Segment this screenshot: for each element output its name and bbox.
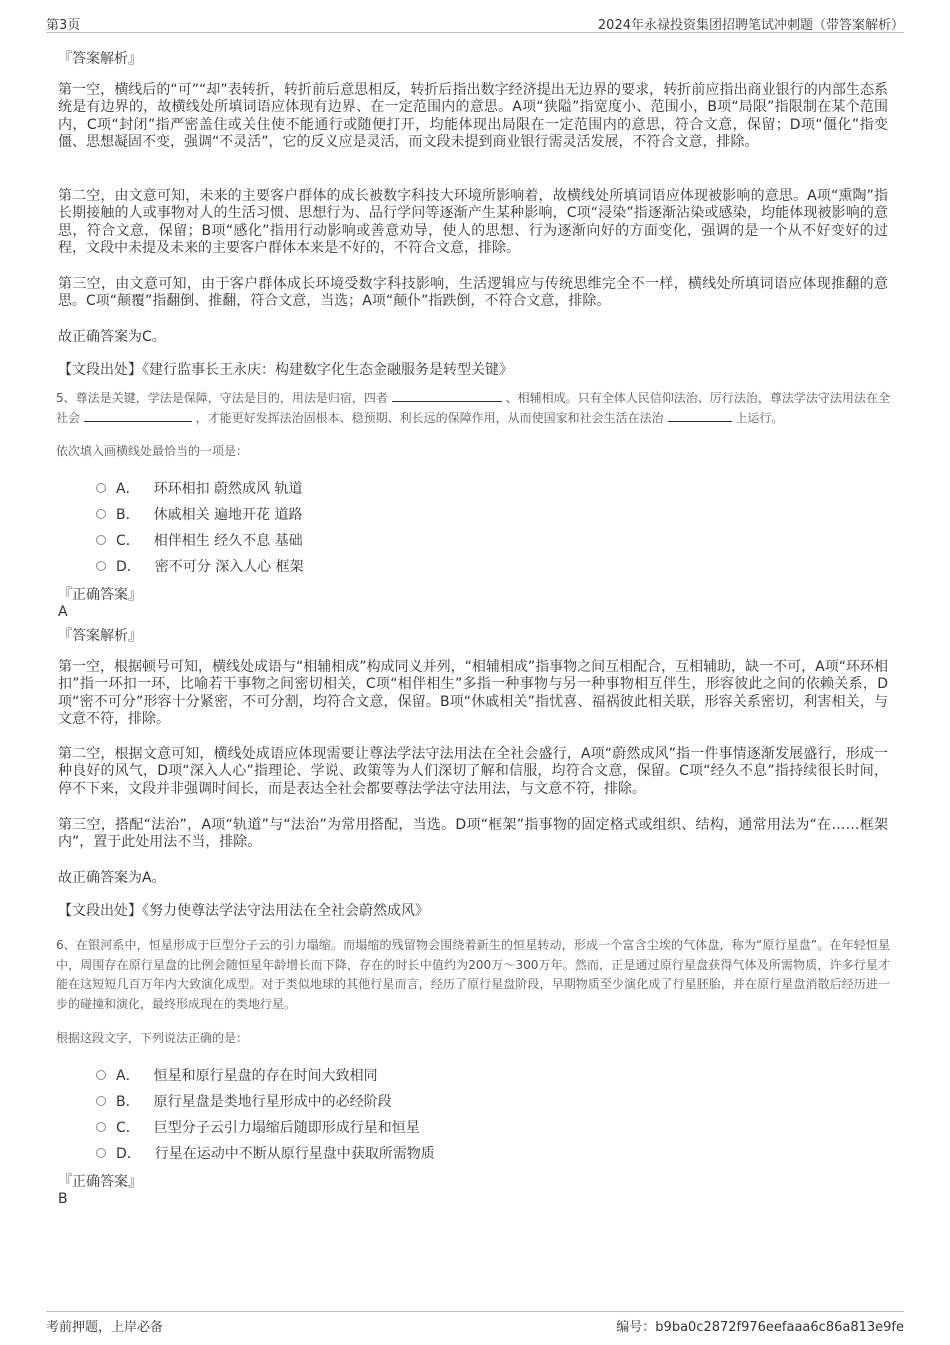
q6-option-d[interactable] — [96, 1140, 435, 1166]
q5-source: 【文段出处】《努力使尊法学法守法用法在全社会蔚然成风》 — [58, 903, 429, 919]
radio-icon[interactable] — [96, 509, 106, 519]
q5-option-b[interactable] — [96, 501, 304, 527]
radio-icon[interactable] — [96, 1070, 106, 1080]
option-letter: A． — [116, 1068, 140, 1084]
q5-analysis-p1: 第一空，根据顿号可知，横线处成语与“相辅相成”构成同义并列，“相辅相成”指事物之间互相配合，互相辅助，缺一不可，A项“环环相扣”指一环扣一环，比喻若干事物之间密切相关，C项“相伴相生”多指一种事物与另一种事物相互伴生，形容彼此之间的依赖关系，D项“密不可分”形容十分紧密，不可分割，均符合文意，保留。B项“休戚相关”指忧喜、福祸彼此相关联，形容关系密切，利害相关，与文意不符，排除。 — [58, 659, 888, 727]
option-text: 密不可分 深入人心 框架 — [154, 559, 304, 575]
option-text: 行星在运动中不断从原行星盘中获取所需物质 — [154, 1146, 435, 1162]
q5-correct-answer: A — [58, 604, 68, 620]
q5-blank-3 — [668, 409, 732, 422]
option-letter: D． — [116, 559, 141, 575]
option-text: 恒星和原行星盘的存在时间大致相同 — [153, 1068, 378, 1084]
q4-analysis-tag: 『答案解析』 — [58, 51, 142, 67]
radio-icon[interactable] — [96, 1096, 106, 1106]
option-letter: D． — [116, 1146, 141, 1162]
page-header — [46, 10, 904, 33]
q5-conclusion: 故正确答案为A。 — [58, 870, 166, 886]
radio-icon[interactable] — [96, 483, 106, 493]
page-footer — [46, 1311, 904, 1338]
q6-option-c[interactable] — [96, 1114, 435, 1140]
q5-prompt: 依次填入画横线处最恰当的一项是： — [56, 444, 249, 458]
option-text: 原行星盘是类地行星形成中的必经阶段 — [153, 1094, 392, 1110]
option-text: 相伴相生 经久不息 基础 — [153, 533, 303, 549]
q6-correct-answer: B — [58, 1191, 68, 1207]
q6-stem: 6、在银河系中，恒星形成于巨型分子云的引力塌缩。而塌缩的残留物会围绕着新生的恒星转动，形成一个富含尘埃的气体盘，称为“原行星盘”。在年轻恒星中，周围存在原行星盘的比例会随恒星年龄增长而下降，存在的时长中值约为200万～300万年。然而，正是通过原行星盘获得气体及所需物质，许多行星才能在这短短几百万年内大致演化成型。对于类似地球的其他行星而言，经历了原行星盘阶段，早期物质至少演化成了行星胚胎，并在原行星盘消散后经历进一步的碰撞和演化，最终形成现在的类地行星。 — [56, 938, 890, 1011]
q5-option-d[interactable] — [96, 553, 304, 579]
q6-option-b[interactable] — [96, 1088, 435, 1114]
option-letter: B． — [116, 507, 140, 523]
document-id: 编号：b9ba0c2872f976eefaaa6c86a813e9fe — [616, 1320, 904, 1335]
q5-options — [96, 475, 304, 579]
document-title: 2024年永禄投资集团招聘笔试冲刺题（带答案解析） — [597, 18, 904, 33]
q6-prompt: 根据这段文字，下列说法正确的是： — [56, 1031, 249, 1045]
q5-stem-part-a: 5、尊法是关键，学法是保障，守法是目的，用法是归宿，四者 — [56, 391, 388, 405]
radio-icon[interactable] — [96, 1148, 106, 1158]
radio-icon[interactable] — [96, 561, 106, 571]
option-text: 休戚相关 遍地开花 道路 — [153, 507, 303, 523]
q5-stem-part-d: 上运行。 — [735, 410, 784, 425]
option-text: 巨型分子云引力塌缩后随即形成行星和恒星 — [153, 1120, 420, 1136]
radio-icon[interactable] — [96, 1122, 106, 1132]
page-number: 第3页 — [46, 18, 81, 33]
option-letter: C． — [116, 533, 140, 549]
q6-option-a[interactable] — [96, 1062, 435, 1088]
q5-analysis-p3: 第三空，搭配“法治”，A项“轨道”与“法治”为常用搭配，当选。D项“框架”指事物的固定格式或组织、结构，通常用法为“在……框架内”，置于此处用法不当，排除。 — [58, 817, 888, 851]
q5-stem-part-b: 、相辅相成。只有全体人民信仰法治、厉行法治，尊法学法守法用法在全社会 — [56, 391, 890, 425]
option-letter: C． — [116, 1120, 140, 1136]
q4-source: 【文段出处】《建行监事长王永庆：构建数字化生态金融服务是转型关键》 — [58, 362, 513, 378]
q5-blank-2 — [84, 409, 192, 422]
q6-correct-tag: 『正确答案』 — [58, 1174, 142, 1190]
option-letter: A． — [116, 481, 140, 497]
q6-options — [96, 1062, 435, 1166]
q5-blank-1 — [392, 389, 502, 402]
q5-analysis-tag: 『答案解析』 — [58, 628, 142, 644]
q5-correct-tag: 『正确答案』 — [58, 587, 142, 603]
footer-slogan: 考前押题，上岸必备 — [46, 1320, 164, 1335]
q5-stem — [56, 389, 890, 428]
q4-analysis-p2: 第二空，由文意可知，未来的主要客户群体的成长被数字科技大环境所影响着，故横线处所填词语应体现被影响的意思。A项“熏陶”指长期接触的人或事物对人的生活习惯、思想行为、品行学问等逐渐产生某种影响，C项“浸染”指逐渐沾染或感染，均能体现被影响的意思，符合文意，保留；B项“感化”指用行动影响或善意劝导，使人的思想、行为逐渐向好的方面变化，强调的是一个从不好变好的过程，文段中未提及未来的主要客户群体本来是不好的，不符合文意，排除。 — [58, 188, 888, 256]
q4-conclusion: 故正确答案为C。 — [58, 329, 166, 345]
q4-analysis-p3: 第三空，由文意可知，由于客户群体成长环境受数字科技影响，生活逻辑应与传统思维完全不一样，横线处所填词语应体现推翻的意思。C项“颠覆”指翻倒、推翻，符合文意，当选；A项“颠仆”指跌倒，不符合文意，排除。 — [58, 276, 888, 310]
q4-analysis-p1: 第一空，横线后的“可”“却”表转折，转折前后意思相反，转折后指出数字经济提出无边界的要求，转折前应指出商业银行的内部生态系统是有边界的，故横线处所填词语应体现有边界、在一定范围内的意思。A项“狭隘”指宽度小、范围小，B项“局限”指限制在某个范围内，C项“封闭”指严密盖住或关住使不能通行或随便打开，均能体现出局限在一定范围内的意思，符合文意，保留；D项“僵化”指变僵、思想凝固不变，强调“不灵活”，它的反义应是灵活，而文段未提到商业银行需灵活发展，不符合文意，排除。 — [58, 82, 888, 150]
q5-option-c[interactable] — [96, 527, 304, 553]
radio-icon[interactable] — [96, 535, 106, 545]
q5-stem-part-c: ，才能更好发挥法治固根本、稳预期、利长远的保障作用，从而使国家和社会生活在法治 — [195, 410, 664, 425]
q5-option-a[interactable] — [96, 475, 304, 501]
option-letter: B． — [116, 1094, 140, 1110]
q5-analysis-p2: 第二空，根据文意可知，横线处成语应体现需要让尊法学法守法用法在全社会盛行，A项“蔚然成风”指一件事情逐渐发展盛行，形成一种良好的风气，D项“深入人心”指理论、学说、政策等为人们深切了解和信服，均符合文意，保留。C项“经久不息”指持续很长时间，停不下来，文段并非强调时间长，而是表达全社会都要尊法学法守法用法，与文意不符，排除。 — [58, 746, 888, 797]
option-text: 环环相扣 蔚然成风 轨道 — [153, 481, 303, 497]
